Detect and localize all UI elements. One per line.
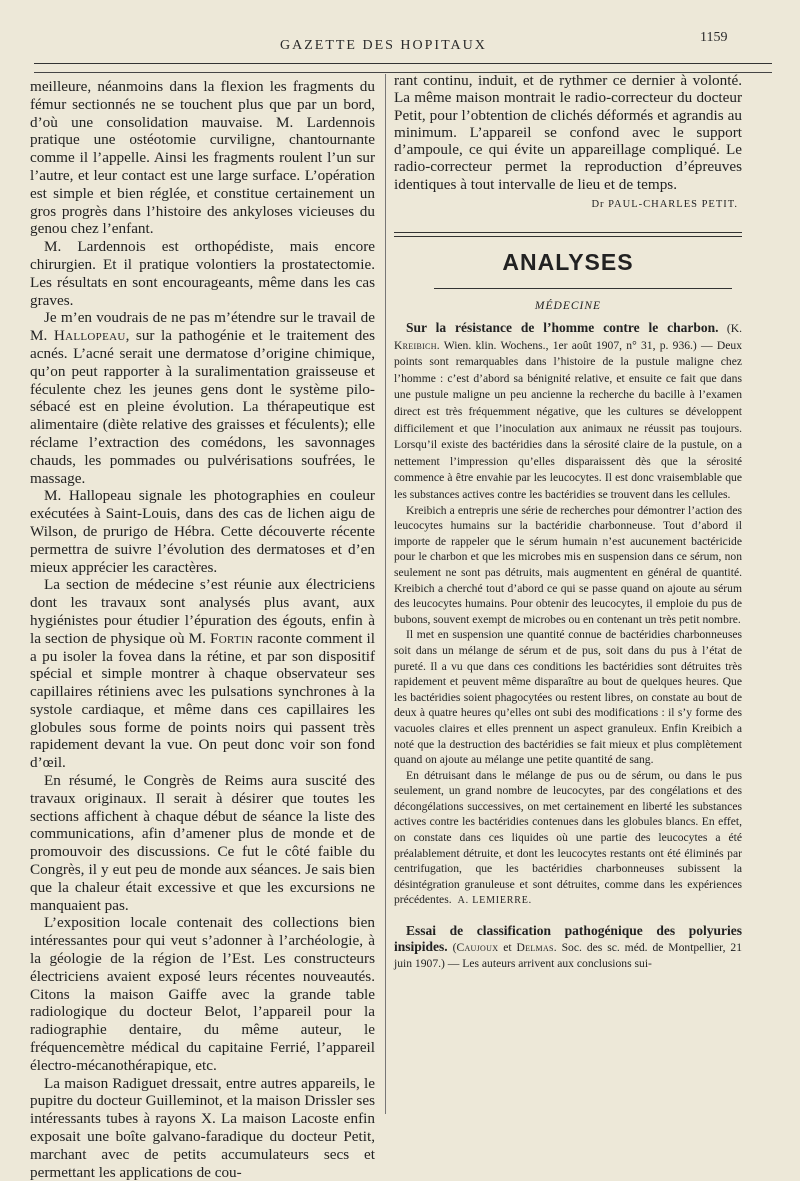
text-run: et bbox=[498, 940, 517, 954]
subsection-title: MÉDECINE bbox=[534, 300, 602, 313]
paragraph: La maison Radiguet dressait, entre autres appareils, le pupitre du docteur Guilleminot, et la maison Drissler ses intéressants tubes à rayons X. La maison Lacoste enfin exposait une boîte galvano-faradique du docteur Petit, marchant avec de petits accumulateurs secs et permettant les applications de cou- bbox=[30, 1074, 375, 1181]
text-run: . Soc. des sc. méd. de Montpellier, 21 juin 1907.) — Les auteurs arrivent aux conclusions sui- bbox=[394, 940, 742, 971]
paragraph: Il met en suspension une quantité connue de bactéridies charbonneuses soit dans un mélange de sérum et de pus, soit dans du pus à l’état de pureté. Il a vu que dans ces conditions les bactéridies sont détruites très rapidement et peuvent même disparaître au bout de quelques heures. Que les bactéridies soient phagocytées ou restent libres, on constate au bout de deux à quatre heures qu’elles ont subi des modifications : il s’y forme des vacuoles claires et elles prennent un aspect granuleux. Enfin Kreibich a noté que la destruction des bactéridies se fait mieux et plus complètement quand on ajoute au mélange une petite quantité de sang. bbox=[394, 628, 742, 767]
column-divider bbox=[385, 74, 386, 1114]
text-run: Je m’en voudrais de ne pas m’étendre sur le travail de M. bbox=[30, 309, 375, 345]
paragraph bbox=[30, 309, 375, 487]
article-1 bbox=[394, 320, 742, 909]
text-run: . Wien. klin. Wochens., 1er août 1907, n° 31, p. 936.) — Deux points sont remarquables dans l’histoire de la pustule maligne chez l’homme : c’est d’abord sa bénignité relative, et ensuite ce fait que dans une pustule maligne un peu ancienne la recherche du bacille à l’examen direct est très fréquemment négative, que les cultures se développent difficilement et que l’inoculation aux animaux ne réussit pas toujours. Lorsqu’il existe des bactéridies dans la sérosité claire de la pustule, on a nettement l’impression qu’elles disparaissent dès que la sérosité commence à être envahie par les leucocytes. Il est donc vraisemblable que les substances actives contre les bactéridies se trouvent dans les cellules. bbox=[394, 338, 742, 502]
text-run: En détruisant dans le mélange de pus ou de sérum, ou dans le pus seulement, un grand nombre de leucocytes, par des congélations et des décongélations successives, on met certainement en liberté les substances actives contre les bactéridies contenues dans les globules blancs. En effet, on constate dans ces liquides où une partie des leucocytes a été préalablement détruite, et dont les leucocytes restants ont été éliminés par centrifugation, que les bactéridies charbonneuses subissent la désintégration granuleuse et sont détruites, comme dans les expériences précédentes. bbox=[394, 768, 742, 907]
paragraph: M. Hallopeau signale les photographies en couleur exécutées à Saint-Louis, dans des cas de lichen aigu de Wilson, de prurigo de Hébra. Cette découverte récente permettra de suivre l’évolution des dermatoses et d’en mieux apprécier les caractères. bbox=[30, 487, 375, 576]
paragraph: L’exposition locale contenait des collections bien intéressantes pour qui veut s’adonner à l’archéologie, à la géologie de la région de l’Est. Les constructeurs électriciens avaient exposé leurs récentes nouveautés. Citons la maison Gaiffe avec la grande table radiologique du docteur Belot, l’appareil pour la radiographie dentaire, du même auteur, le fréquencemètre médical du capitaine Ferrié, l’appareil électro-mécanothérapique, etc. bbox=[30, 914, 375, 1074]
paragraph: En résumé, le Congrès de Reims aura suscité des travaux originaux. Il serait à désirer que toutes les sections affichent à chaque début de séance la liste des communications, afin d’amener plus de monde et de promouvoir des discussions. Ce fut le côté faible du Congrès, il y eut peu de monde aux séances. Je sais bien que la chaleur était excessive et que les excursions ne manquaient pas. bbox=[30, 772, 375, 914]
author-name: Delmas bbox=[516, 940, 554, 954]
text-run: La section de médecine s’est réunie aux électriciens dont les travaux sont analysés plus avant, aux hygiénistes pour étudier l’épuration des égouts, enfin à la section de physique où M. bbox=[30, 576, 375, 647]
running-title: GAZETTE DES HOPITAUX bbox=[280, 38, 487, 53]
article-author: A. LEMIERRE. bbox=[457, 895, 532, 907]
section-title: ANALYSES bbox=[502, 249, 634, 276]
paragraph bbox=[394, 768, 742, 909]
text-run bbox=[394, 322, 742, 501]
text-run: , sur la pathogénie et le traitement des acnés. L’acné serait une dermatose d’origine chimique, qu’on peut rapporter à la suralimentation graisseuse et féculente chez les jeunes gens dont le système pilo-sébacé est en pleine évolution. La thérapeutique est alimentaire (diète relative des graisses et féculents); elle réclame l’extraction des comédons, les savonnages chauds, les pommades ou pulvérisations soufrées, le massage. bbox=[30, 327, 376, 487]
left-column bbox=[30, 78, 375, 1181]
section-rule bbox=[394, 232, 742, 233]
article-title-line bbox=[394, 320, 742, 503]
page-number: 1159 bbox=[700, 30, 728, 45]
article-2 bbox=[394, 923, 742, 972]
article-title: Sur la résistance de l’homme contre le charbon. bbox=[406, 320, 719, 336]
right-column bbox=[394, 72, 742, 972]
text-run: (K. bbox=[718, 322, 742, 336]
signature: Dr PAUL-CHARLES PETIT. bbox=[591, 199, 738, 211]
paragraph: Kreibich a entrepris une série de recherches pour démontrer l’action des leucocytes humains sur la bactéridie charbonneuse. Tout d’abord il importe de rappeler que le sérum humain n’est aucunement bactéricide pour le charbon et que les microbes mis en suspension dans ce sérum, non seulement ne sont pas détruits, mais augmentent en général de quantité. Kreibich a cherché tout d’abord ce qui se passe quand on ajoute au sérum des leucocytes humains. Pour obtenir des leucocytes, il emploie du pus de bubons, souvent exempt de microbes ou en contenant un très petit nombre. bbox=[394, 503, 742, 626]
header-rule bbox=[34, 63, 772, 64]
paragraph bbox=[30, 576, 375, 772]
text-run: ( bbox=[447, 940, 457, 954]
section-rule-second bbox=[394, 236, 742, 237]
author-name: Hallopeau bbox=[53, 327, 126, 345]
text-run: raconte comment il a pu isoler la fovea dans la rétine, et par son dispositif spécial et simple montrer à chaque observateur ses capillaires rétiniens avec les pulsations synchrones à la systole cardiaque, et même dans ces capillaires les globules sous forme de points noirs qui passent très rapidement devant la vue. On peut donc voir son fond d’œil. bbox=[30, 629, 375, 772]
paragraph: rant continu, induit, et de rythmer ce dernier à volonté. La même maison montrait le radio-correcteur du docteur Petit, pour l’obtention de clichés déformés et agrandis au minimum. L’appareil se confond avec le support d’ampoule, ce qui évite un appareillage compliqué. Le radio-correcteur permet la reproduction d’épreuves identiques à tout intervalle de lieu et de temps. bbox=[394, 72, 742, 193]
paragraph: M. Lardennois est orthopédiste, mais encore chirurgien. Et il pratique volontiers la prostatectomie. Les résultats en sont encourageants, même dans les cas graves. bbox=[30, 238, 375, 309]
author-name: Fortin bbox=[209, 629, 254, 647]
article-title-line bbox=[394, 923, 742, 972]
author-name: Kreibich bbox=[394, 338, 437, 352]
article-title: Essai de classification pathogénique des polyuries insipides. bbox=[394, 923, 742, 954]
title-rule bbox=[434, 288, 732, 289]
author-name: Caujoux bbox=[456, 940, 499, 954]
paragraph: meilleure, néanmoins dans la flexion les fragments du fémur sectionnés ne se touchent plus que par un bord, d’où une consolidation mauvaise. M. Lardennois pratique une ostéotomie curviligne, chantournante comme il l’appelle. Ainsi les fragments roulent l’un sur l’autre, et leur contact est une large surface. L’opération est simple et bien réglée, et constitue certainement un gros progrès dans l’histoire des ankyloses vicieuses du genou chez l’enfant. bbox=[30, 78, 375, 238]
